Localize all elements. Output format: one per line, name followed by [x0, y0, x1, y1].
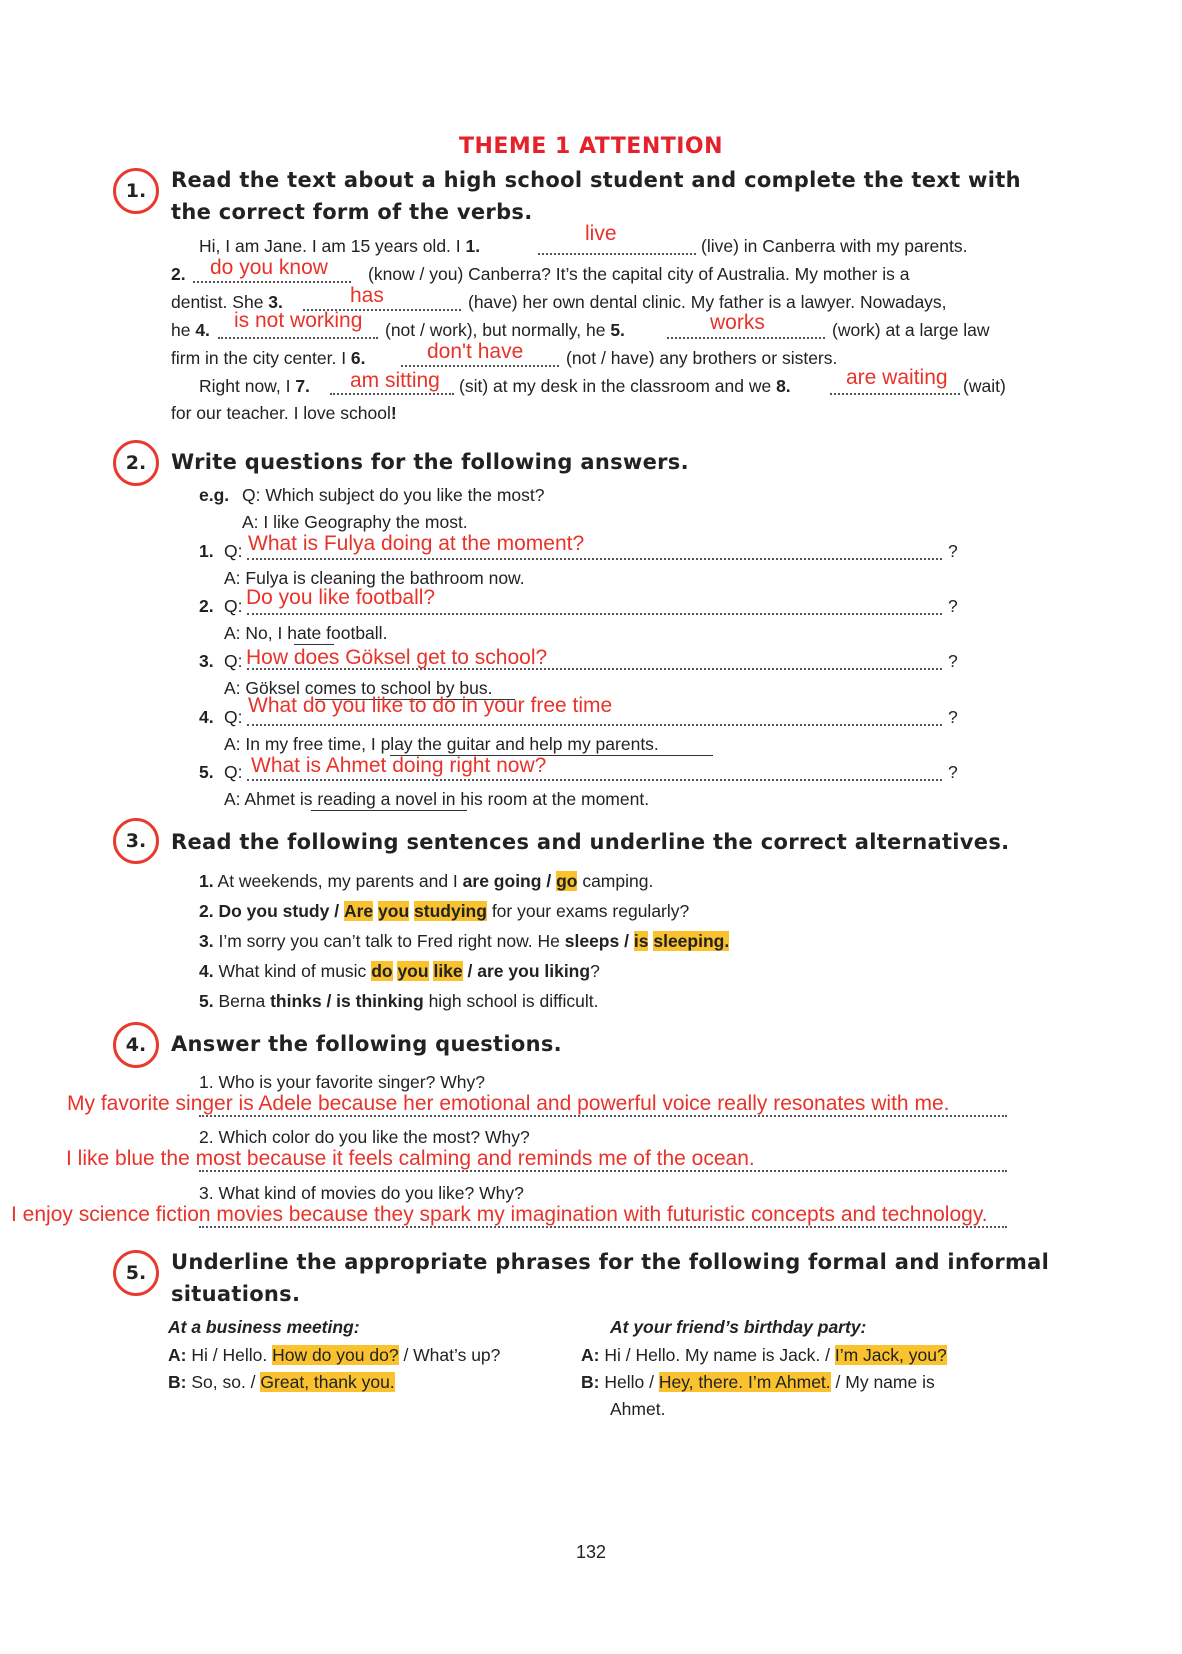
selected-alternative[interactable]: go [556, 871, 578, 891]
ex2-question-line[interactable] [247, 724, 942, 726]
ex2-question-mark: ? [948, 651, 958, 671]
selected-alternative[interactable]: is [633, 931, 649, 951]
selected-alternative[interactable]: you [378, 901, 410, 921]
ex1-blank-8[interactable] [830, 393, 960, 395]
selected-phrase[interactable]: Great, thank you. [260, 1372, 395, 1392]
ex2-item-number: 2. [199, 596, 214, 616]
ex1-blank-7[interactable] [330, 393, 454, 395]
ex2-written-question: Do you like football? [246, 586, 436, 609]
ex2-example-label: e.g. [199, 485, 230, 505]
ex1-answer-5: works [710, 311, 765, 334]
ex4-answer-2: I like blue the most because it feels calming and reminds me of the ocean. [66, 1147, 755, 1170]
exercise-5-heading-line1: Underline the appropriate phrases for the following formal and informal [171, 1250, 1050, 1274]
ex4-answer-1: My favorite singer is Adele because her emotional and powerful voice really resonates with me. [67, 1092, 950, 1115]
ex1-blank-4[interactable] [218, 337, 378, 339]
ex2-example-answer: A: I like Geography the most. [242, 512, 468, 532]
exercise-4-number: 4. [113, 1022, 159, 1068]
ex3-sentence-4: 4. What kind of music do you like / are you liking? [199, 961, 600, 981]
ex1-line5-text: firm in the city center. I 6. [171, 348, 366, 368]
ex2-written-question: What is Fulya doing at the moment? [248, 532, 585, 555]
ex1-line3-end: (have) her own dental clinic. My father is a lawyer. Nowadays, [468, 292, 947, 312]
ex2-written-question: How does Göksel get to school? [246, 646, 548, 669]
ex1-line6-end: (wait) [963, 376, 1006, 396]
ex2-answer: A: Göksel comes to school by bus. [224, 678, 493, 698]
page-title: THEME 1 ATTENTION [458, 134, 724, 159]
ex1-answer-2: do you know [210, 256, 328, 279]
ex1-line5-end: (not / have) any brothers or sisters. [566, 348, 838, 368]
ex4-question-3: 3. What kind of movies do you like? Why? [199, 1183, 524, 1203]
ex3-sentence-1: 1. At weekends, my parents and I are going / go camping. [199, 871, 654, 891]
ex5-right-title: At your friend’s birthday party: [610, 1317, 867, 1337]
exercise-1-heading-line1: Read the text about a high school student and complete the text with [171, 168, 1021, 192]
ex4-answer-3: I enjoy science fiction movies because they spark my imagination with futuristic concepts and technology. [11, 1203, 988, 1226]
ex2-answer-underline [294, 644, 334, 645]
ex1-answer-6: don't have [427, 340, 524, 363]
ex1-answer-3: has [350, 284, 384, 307]
ex1-blank-2[interactable] [193, 281, 351, 283]
ex2-question-mark: ? [948, 707, 958, 727]
ex2-question-line[interactable] [247, 558, 942, 560]
ex2-answer: A: Ahmet is reading a novel in his room at the moment. [224, 789, 650, 809]
ex1-line7-text: for our teacher. I love school! [171, 403, 397, 423]
ex1-answer-4: is not working [234, 309, 363, 332]
ex1-line4-end: (work) at a large law [832, 320, 990, 340]
ex1-line4-middle: (not / work), but normally, he 5. [385, 320, 625, 340]
ex2-item-number: 5. [199, 762, 214, 782]
ex2-item-number: 3. [199, 651, 214, 671]
ex3-sentence-5: 5. Berna thinks / is thinking high school is difficult. [199, 991, 599, 1011]
ex1-line6-middle: (sit) at my desk in the classroom and we 8. [459, 376, 791, 396]
exercise-3-number: 3. [113, 818, 159, 864]
ex1-answer-1: live [585, 222, 617, 245]
ex1-answer-7: am sitting [350, 369, 440, 392]
ex1-blank-1[interactable] [538, 253, 696, 255]
ex2-answer: A: In my free time, I play the guitar and help my parents. [224, 734, 659, 754]
ex1-number-2: 2. [171, 264, 186, 284]
ex1-line6-text: Right now, I 7. [199, 376, 310, 396]
ex2-q-label: Q: [224, 596, 243, 616]
ex5-left-title: At a business meeting: [168, 1317, 360, 1337]
ex2-question-mark: ? [948, 541, 958, 561]
exercise-2-number: 2. [113, 440, 159, 486]
ex2-q-label: Q: [224, 762, 243, 782]
exercise-1-heading-line2: the correct form of the verbs. [171, 200, 533, 224]
ex1-answer-8: are waiting [846, 366, 948, 389]
exercise-5-heading-line2: situations. [171, 1282, 301, 1306]
selected-phrase[interactable]: I’m Jack, you? [834, 1345, 947, 1365]
ex4-question-1: 1. Who is your favorite singer? Why? [199, 1072, 485, 1092]
page-number: 132 [575, 1542, 607, 1562]
exercise-2-heading: Write questions for the following answers. [171, 450, 689, 474]
ex2-answer-underline [311, 810, 467, 811]
selected-phrase[interactable]: How do you do? [272, 1345, 399, 1365]
ex2-question-mark: ? [948, 596, 958, 616]
ex2-written-question: What is Ahmet doing right now? [251, 754, 547, 777]
ex1-line4-text: he 4. [171, 320, 210, 340]
ex2-question-line[interactable] [247, 779, 942, 781]
ex5-right-line-b: B: Hello / Hey, there. I’m Ahmet. / My name is [581, 1372, 935, 1392]
ex2-answer: A: Fulya is cleaning the bathroom now. [224, 568, 525, 588]
ex2-question-mark: ? [948, 762, 958, 782]
ex2-example-question: Q: Which subject do you like the most? [242, 485, 545, 505]
exercise-1-number: 1. [113, 168, 159, 214]
selected-alternative[interactable]: sleeping. [653, 931, 730, 951]
exercise-4-heading: Answer the following questions. [171, 1032, 562, 1056]
selected-alternative[interactable]: Are [343, 901, 374, 921]
ex2-item-number: 1. [199, 541, 214, 561]
ex1-line1-text: Hi, I am Jane. I am 15 years old. I 1. [199, 236, 481, 256]
ex1-line3-text: dentist. She 3. [171, 292, 283, 312]
exercise-5-number: 5. [113, 1250, 159, 1296]
ex2-answer: A: No, I hate football. [224, 623, 388, 643]
selected-alternative[interactable]: do [371, 961, 393, 981]
ex2-q-label: Q: [224, 707, 243, 727]
ex5-left-line-b: B: So, so. / Great, thank you. [168, 1372, 395, 1392]
ex3-sentence-3: 3. I’m sorry you can’t talk to Fred right now. He sleeps / is sleeping. [199, 931, 730, 951]
ex4-question-2: 2. Which color do you like the most? Why? [199, 1127, 530, 1147]
ex1-line1-end: (live) in Canberra with my parents. [701, 236, 968, 256]
ex1-blank-5[interactable] [667, 337, 825, 339]
ex3-sentence-2: 2. Do you study / Are you studying for your exams regularly? [199, 901, 690, 921]
ex1-blank-6[interactable] [401, 365, 559, 367]
ex5-right-line-a: A: Hi / Hello. My name is Jack. / I’m Jack, you? [581, 1345, 947, 1365]
ex2-question-line[interactable] [247, 613, 942, 615]
selected-alternative[interactable]: you [397, 961, 429, 981]
ex2-q-label: Q: [224, 541, 243, 561]
ex5-left-line-a: A: Hi / Hello. How do you do? / What’s up? [168, 1345, 501, 1365]
exercise-3-heading: Read the following sentences and underline the correct alternatives. [171, 830, 1010, 854]
selected-phrase[interactable]: Hey, there. I’m Ahmet. [658, 1372, 831, 1392]
selected-alternative[interactable]: studying [414, 901, 487, 921]
ex1-line2-end: (know / you) Canberra? It’s the capital city of Australia. My mother is a [368, 264, 910, 284]
selected-alternative[interactable]: like [433, 961, 463, 981]
ex5-right-line-b-cont: Ahmet. [610, 1399, 666, 1419]
ex2-written-question: What do you like to do in your free time [248, 694, 613, 717]
ex2-item-number: 4. [199, 707, 214, 727]
ex2-q-label: Q: [224, 651, 243, 671]
